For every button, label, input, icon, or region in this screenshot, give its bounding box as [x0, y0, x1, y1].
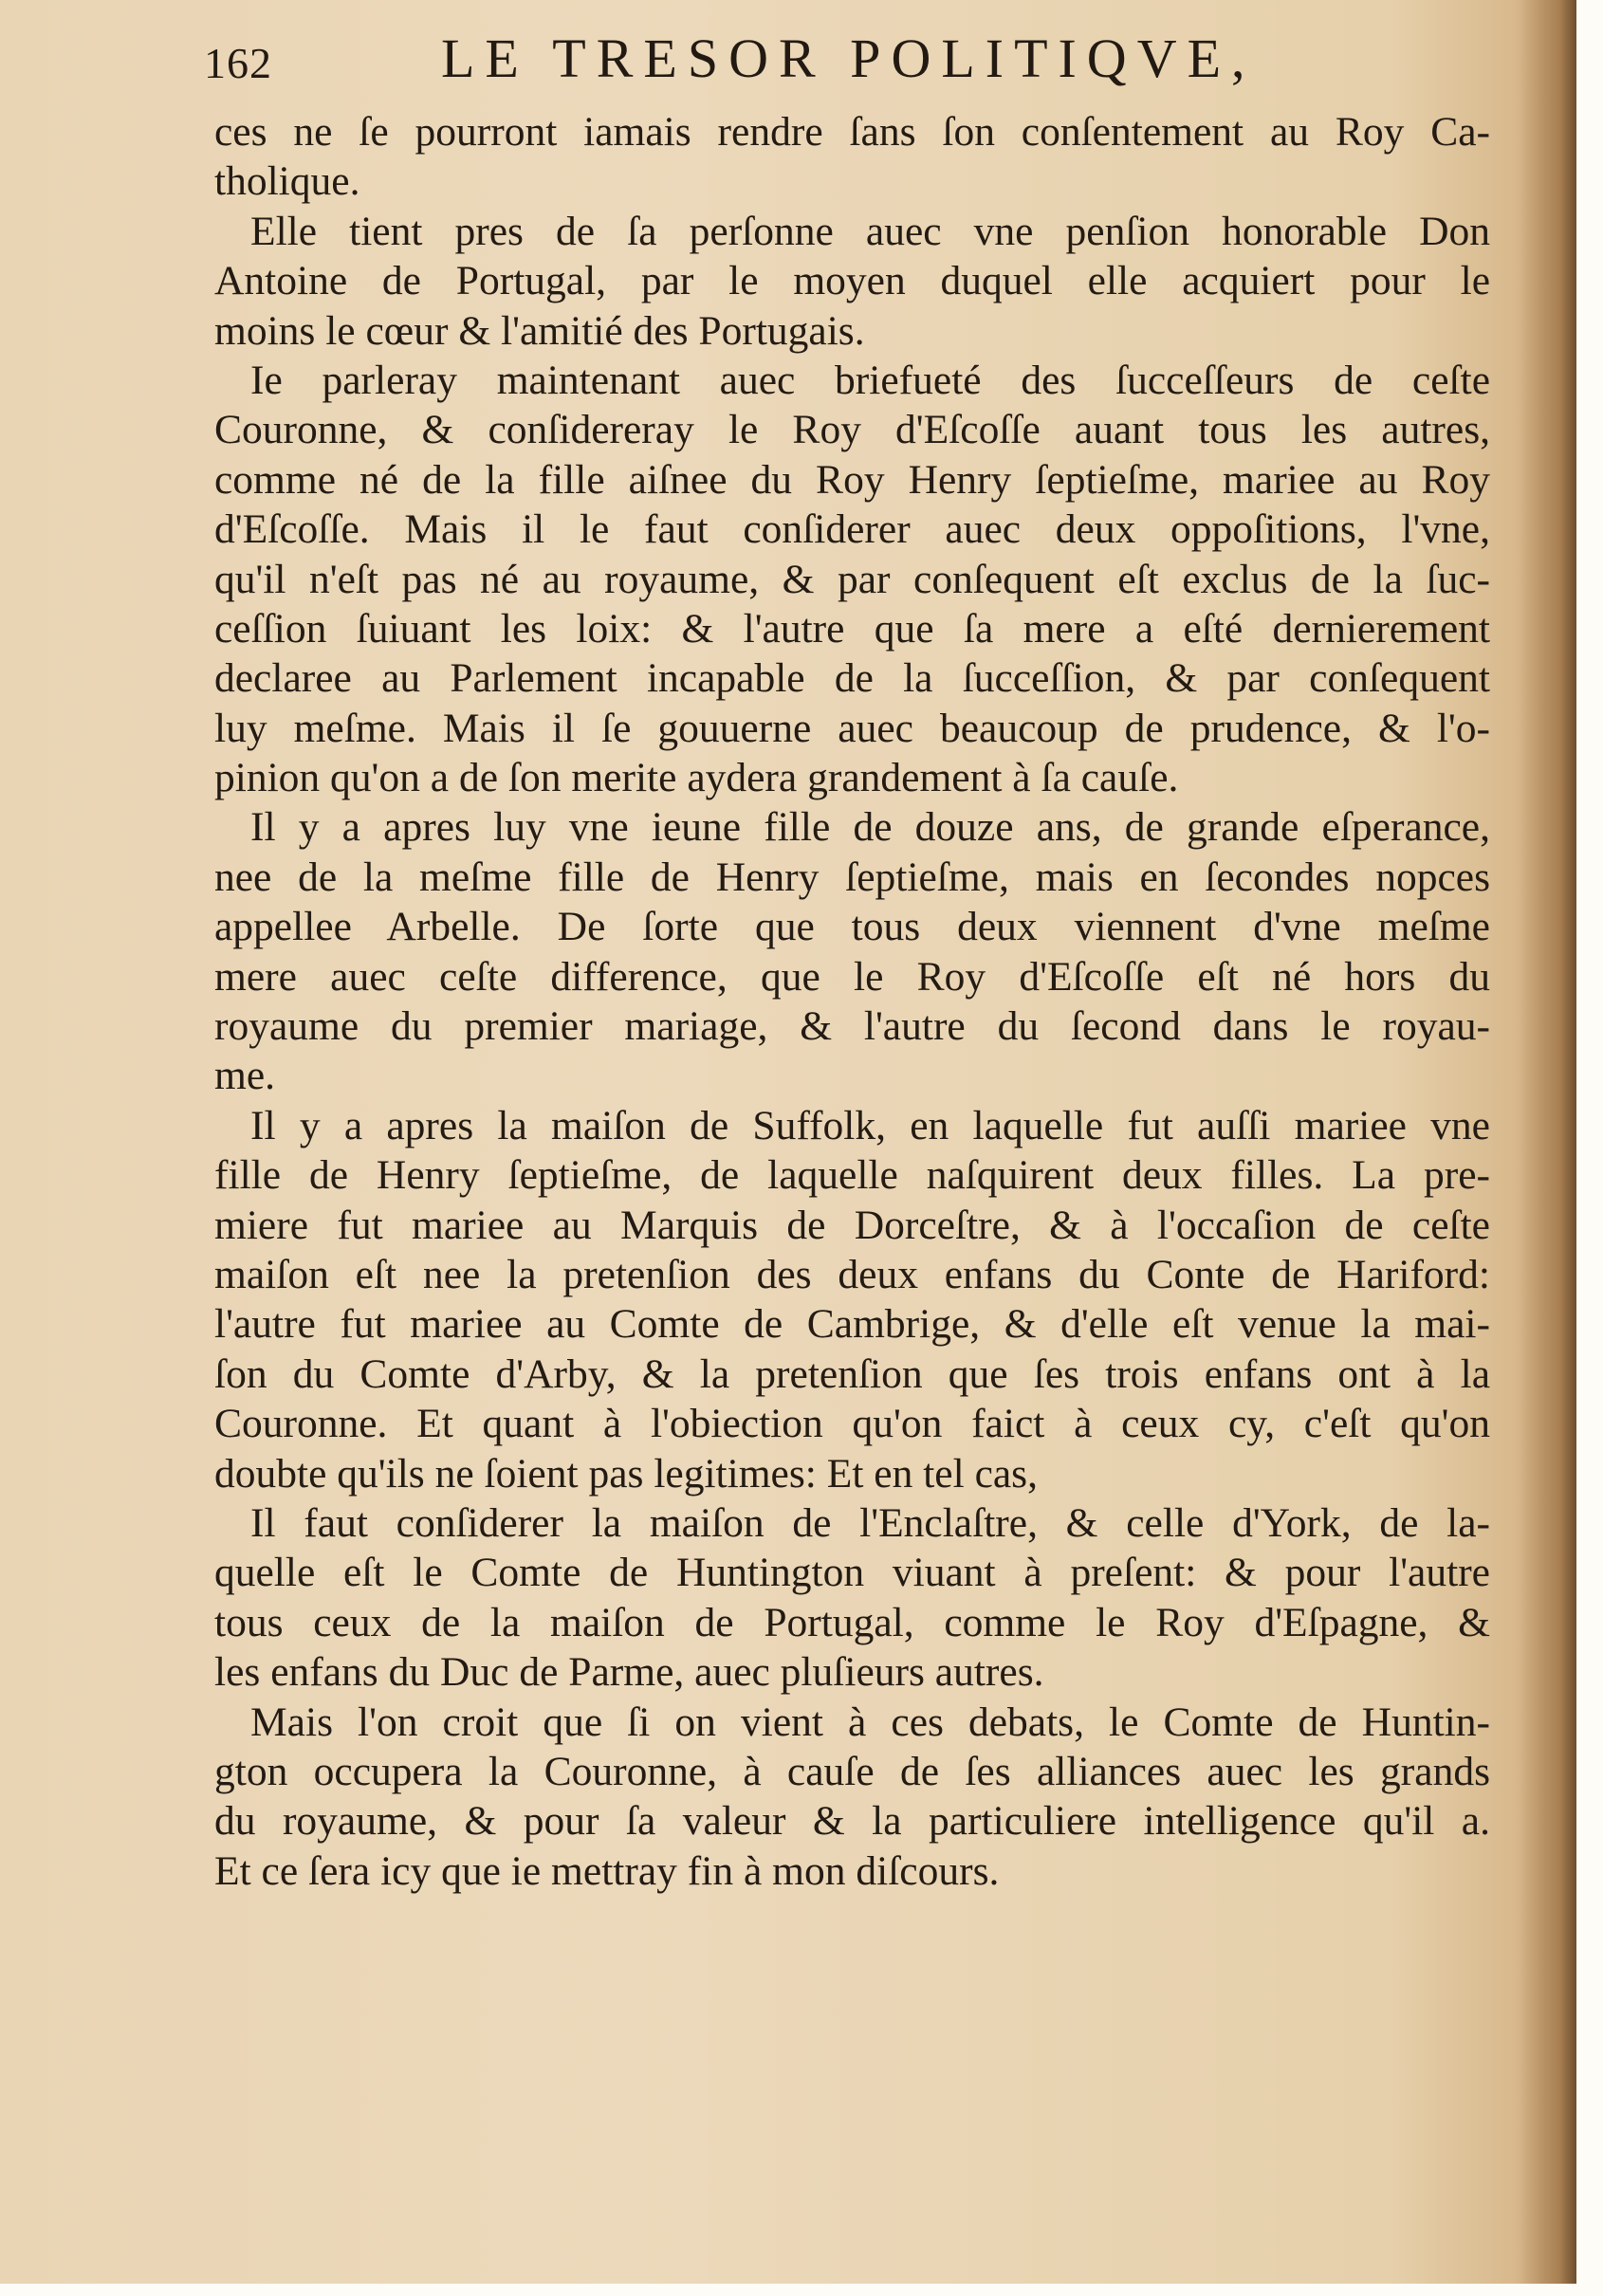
text-line: Il y a apres la maiſon de Suffolk, en laquelle fut auſſi mariee vne	[250, 1102, 1490, 1148]
text-line: royaume du premier mariage, & l'autre du ſecond dans le royau-	[214, 1003, 1490, 1050]
text-line: Mais l'on croit que ſi on vient à ces debats, le Comte de Huntin-	[250, 1699, 1490, 1745]
text-line: me.	[214, 1053, 276, 1099]
text-line: nee de la meſme fille de Henry ſeptieſme, mais en ſecondes nopces	[214, 854, 1490, 900]
text-line: miere fut mariee au Marquis de Dorceſtre, & à l'occaſion de ceſte	[214, 1202, 1490, 1248]
page-edge-shadow	[1520, 0, 1576, 2284]
text-line: appellee Arbelle. De ſorte que tous deux viennent d'vne meſme	[214, 904, 1490, 950]
text-line: comme né de la fille aiſnee du Roy Henry ſeptieſme, mariee au Roy	[214, 456, 1490, 503]
text-line: luy meſme. Mais il ſe gouuerne auec beaucoup de prudence, & l'o-	[214, 705, 1490, 751]
body-text	[214, 107, 1490, 1896]
text-line: du royaume, & pour ſa valeur & la particuliere intelligence qu'il a.	[214, 1798, 1490, 1845]
text-line: qu'il n'eſt pas né au royaume, & par conſequent eſt exclus de la ſuc-	[214, 556, 1490, 602]
text-line: ſon du Comte d'Arby, & la pretenſion que ſes trois enfans ont à la	[214, 1350, 1490, 1397]
page-number: 162	[204, 39, 272, 87]
text-line: gton occupera la Couronne, à cauſe de ſes alliances auec les grands	[214, 1748, 1490, 1794]
text-line: moins le cœur & l'amitié des Portugais.	[214, 307, 865, 354]
text-line: quelle eſt le Comte de Huntington viuant à preſent: & pour l'autre	[214, 1550, 1490, 1596]
text-line: d'Eſcoſſe. Mais il le faut conſiderer auec deux oppoſitions, l'vne,	[214, 506, 1490, 553]
text-line: doubte qu'ils ne ſoient pas legitimes: Et en tel cas,	[214, 1450, 1038, 1497]
text-line: declaree au Parlement incapable de la ſucceſſion, & par conſequent	[214, 655, 1490, 702]
text-line: les enfans du Duc de Parme, auec pluſieurs autres.	[214, 1649, 1044, 1696]
text-line: Ie parleray maintenant auec briefueté des ſucceſſeurs de ceſte	[250, 357, 1490, 403]
text-line: l'autre fut mariee au Comte de Cambrige, & d'elle eſt venue la mai-	[214, 1301, 1490, 1348]
text-line: Et ce ſera icy que ie mettray fin à mon diſcours.	[214, 1847, 1000, 1894]
running-title: LE TRESOR POLITIQVE,	[441, 28, 1256, 89]
text-line: pinion qu'on a de ſon merite aydera grandement à ſa cauſe.	[214, 755, 1179, 801]
text-line: Il faut conſiderer la maiſon de l'Enclaſtre, & celle d'York, de la-	[250, 1499, 1490, 1546]
text-line: Antoine de Portugal, par le moyen duquel elle acquiert pour le	[214, 258, 1490, 304]
text-line: Elle tient pres de ſa perſonne auec vne penſion honorable Don	[250, 208, 1490, 254]
text-line: Il y a apres luy vne ieune fille de douze ans, de grande eſperance,	[250, 804, 1490, 851]
text-line: Couronne. Et quant à l'obiection qu'on faict à ceux cy, c'eſt qu'on	[214, 1401, 1490, 1447]
running-header	[204, 27, 1342, 102]
text-line: tous ceux de la maiſon de Portugal, comme le Roy d'Eſpagne, &	[214, 1599, 1490, 1645]
text-line: maiſon eſt nee la pretenſion des deux enfans du Conte de Hariford:	[214, 1251, 1490, 1297]
text-line: mere auec ceſte difference, que le Roy d'Eſcoſſe eſt né hors du	[214, 953, 1490, 1000]
text-line: tholique.	[214, 158, 360, 205]
text-line: Couronne, & conſidereray le Roy d'Eſcoſſe auant tous les autres,	[214, 407, 1490, 453]
text-line: fille de Henry ſeptieſme, de laquelle naſquirent deux filles. La pre-	[214, 1152, 1490, 1199]
text-line: ces ne ſe pourront iamais rendre ſans ſon conſentement au Roy Ca-	[214, 109, 1490, 155]
text-line: ceſſion ſuiuant les loix: & l'autre que ſa mere a eſté dernierement	[214, 605, 1490, 652]
